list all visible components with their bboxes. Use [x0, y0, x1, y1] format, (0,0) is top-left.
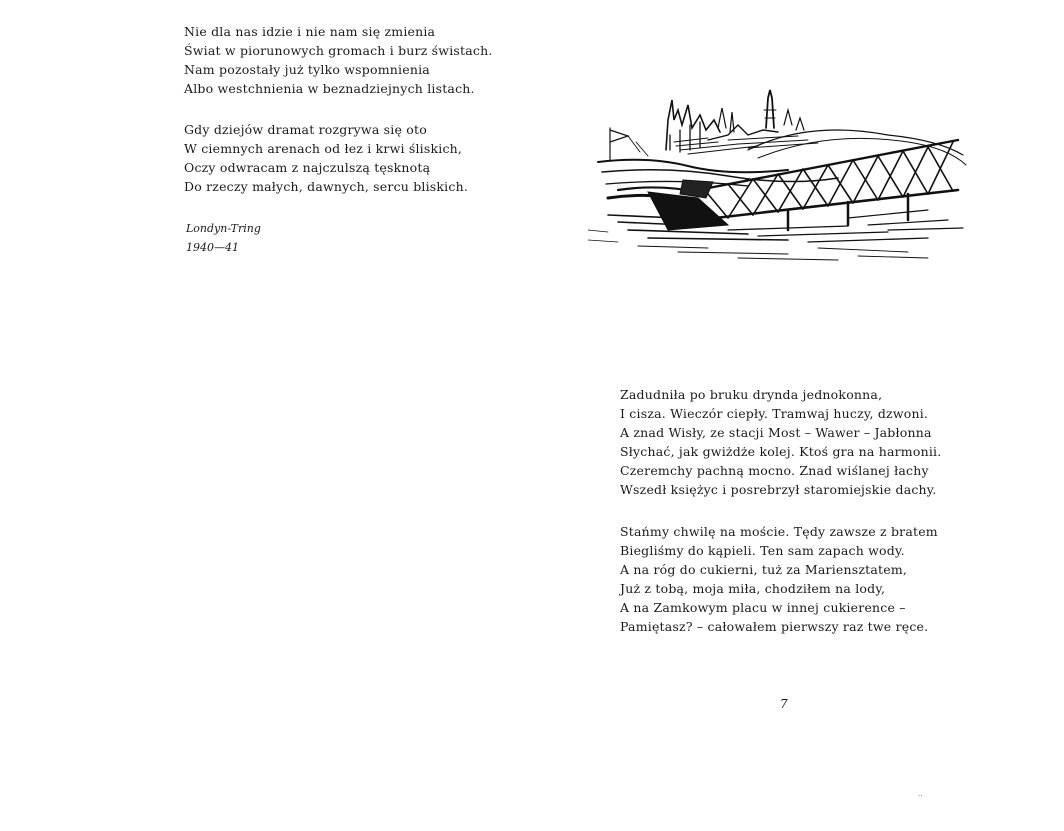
poem-line: Nie dla nas idzie i nie nam się zmienia: [184, 24, 436, 39]
poem-line: Czeremchy pachną mocno. Znad wiślanej łachy: [620, 463, 929, 478]
poem-line: Zadudniła po bruku dryndа jednokonna,: [620, 387, 883, 402]
poem-line: A znad Wisły, ze stacji Most – Wawer – Jabłonna: [620, 425, 932, 440]
poem-line: Wszedł księżyc i posrebrzył staromiejskie dachy.: [620, 482, 937, 497]
poem-line: Świat w piorunowych gromach i burz świstach.: [184, 43, 493, 58]
poem-line: Stańmy chwilę na moście. Tędy zawsze z bratem: [620, 524, 938, 539]
poem-stanza-2: [184, 120, 468, 196]
poem-stanza-3: [620, 385, 941, 499]
poem-line: I cisza. Wieczór ciepły. Tramwaj huczy, dzwoni.: [620, 406, 929, 421]
poem-line: A na Zamkowym placu w innej cukierence –: [620, 600, 906, 615]
signature-place: Londyn-Tring: [186, 222, 261, 235]
signature-years: 1940—41: [186, 241, 239, 254]
page-number: 7: [780, 697, 788, 711]
poem-line: Do rzeczy małych, dawnych, sercu bliskich.: [184, 179, 469, 194]
poem-line: W ciemnych arenach od łez i krwi śliskich,: [184, 141, 463, 156]
poem-line: Już z tobą, moja miła, chodziłem na lody,: [620, 581, 886, 596]
poem-line: Albo westchnienia w beznadziejnych listach.: [184, 81, 475, 96]
poem-line: Nam pozostały już tylko wspomnienia: [184, 62, 430, 77]
poem-line: Oczy odwracam z najczulszą tęsknotą: [184, 160, 431, 175]
poem-line: Pamiętasz? – całowałem pierwszy raz twe ręce.: [620, 619, 929, 634]
scan-speck: ..: [918, 790, 923, 798]
poem-line: A na róg do cukierni, tuż za Mariensztatem,: [620, 562, 908, 577]
poem-signature: [186, 219, 261, 257]
poem-line: Gdy dziejów dramat rozgrywa się oto: [184, 122, 427, 137]
poem-line: Biegliśmy do kąpieli. Ten sam zapach wody.: [620, 543, 905, 558]
poem-line: Słychać, jak gwiżdże kolej. Ktoś gra na harmonii.: [620, 444, 942, 459]
right-page: [532, 0, 1064, 831]
poem-stanza-4: [620, 522, 938, 636]
bridge-sketch-icon: [588, 80, 968, 265]
poem-stanza-1: [184, 22, 493, 98]
